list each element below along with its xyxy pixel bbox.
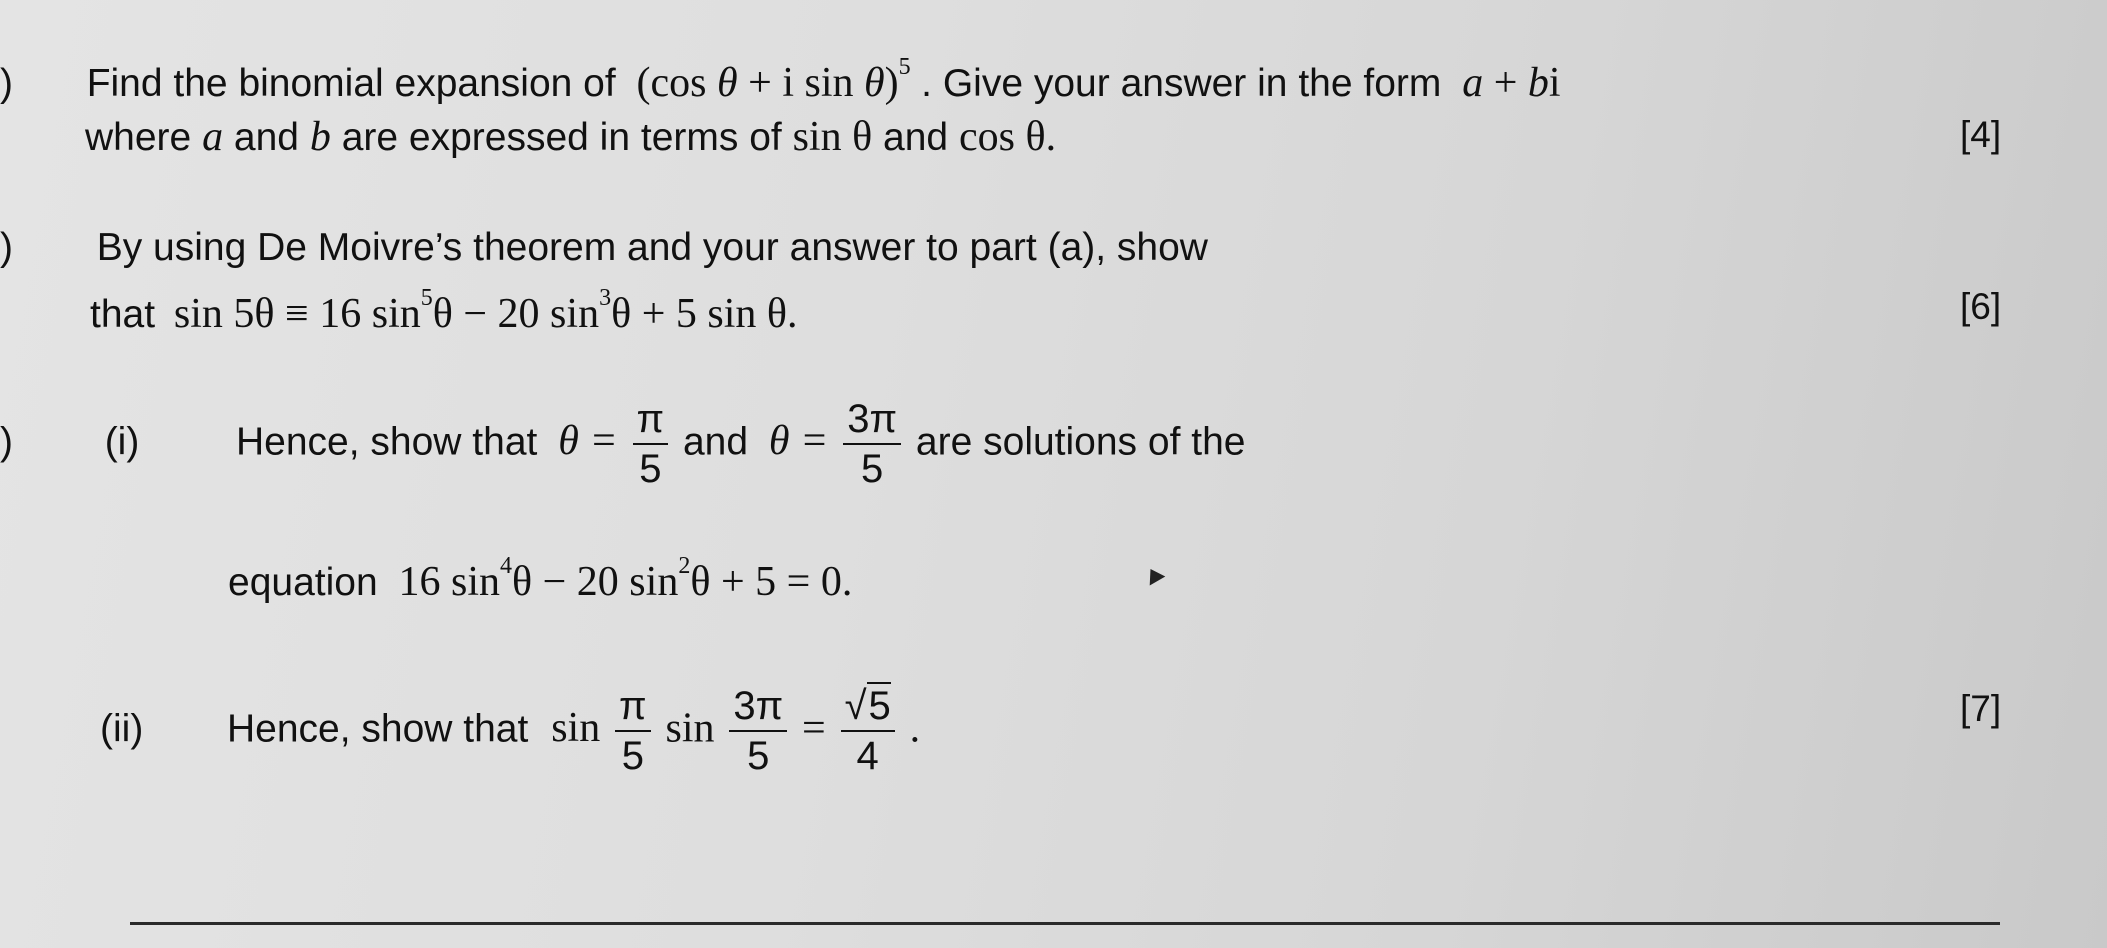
- part-c-i-line-1: ) (i) Hence, show that θ = $\frac{\pi}{5}$ and θ = $\frac{3\pi}{5}$ are solutions of the: [0, 397, 1246, 491]
- part-a-text: Find the binomial expansion of: [86, 62, 616, 105]
- part-a-line-2: where a and b are expressed in terms of sin θ and cos θ.: [85, 114, 1057, 160]
- part-a-text-2: . Give your answer in the form: [921, 62, 1442, 105]
- answer-form: a + bi: [1462, 60, 1561, 106]
- part-b-line-2: that sin 5θ ≡ 16 $\sin^5\theta - 20$ $\sin^3\theta + 5$ sin θ.: [90, 285, 798, 337]
- sub-part-i: (i): [104, 420, 140, 464]
- binomial-expression: (cos θ + i sin θ)$^5$: [636, 54, 911, 106]
- answer-rule: [130, 922, 2000, 925]
- marks-part-c: [7]: [1960, 688, 2002, 729]
- part-b-line-1: ) By using De Moivre’s theorem and your answer to part (a), show: [0, 226, 1208, 269]
- part-c-ii-line: (ii) Hence, show that sin $\frac{\pi}{5}$ sin $\frac{3\pi}{5}$ = $\frac{√5}{4}$ .: [100, 684, 921, 778]
- fraction-pi-over-5: $\frac{\pi}{5}$: [633, 398, 669, 490]
- fraction-root5-over-4: $\frac{√5}{4}$: [841, 685, 895, 777]
- part-a-label: ): [0, 62, 13, 105]
- part-c-i-line-2: equation 16 $\sin^4\theta - 20$ $\sin^2\theta + 5 = 0$.: [228, 553, 853, 605]
- fraction-3pi-over-5-b: $\frac{3\pi}{5}$: [729, 685, 787, 777]
- cos-theta: cos θ.: [958, 114, 1057, 160]
- de-moivre-identity: sin 5θ ≡ 16 $\sin^5\theta - 20$ $\sin^3\theta + 5$ sin θ.: [173, 285, 798, 337]
- quartic-equation: 16 $\sin^4\theta - 20$ $\sin^2\theta + 5 = 0$.: [398, 553, 853, 605]
- sub-part-ii: (ii): [100, 707, 144, 751]
- mouse-cursor-icon: [1143, 564, 1166, 585]
- fraction-3pi-over-5: $\frac{3\pi}{5}$: [843, 398, 901, 490]
- part-b-label: ): [0, 226, 13, 269]
- part-c-label: ): [0, 420, 13, 464]
- marks-part-b: [6]: [1960, 286, 2002, 327]
- fraction-pi-over-5-b: $\frac{\pi}{5}$: [615, 685, 651, 777]
- marks-part-a: [4]: [1960, 114, 2002, 155]
- part-a-line-1: [0, 55, 1561, 104]
- sin-theta: sin θ: [792, 114, 873, 160]
